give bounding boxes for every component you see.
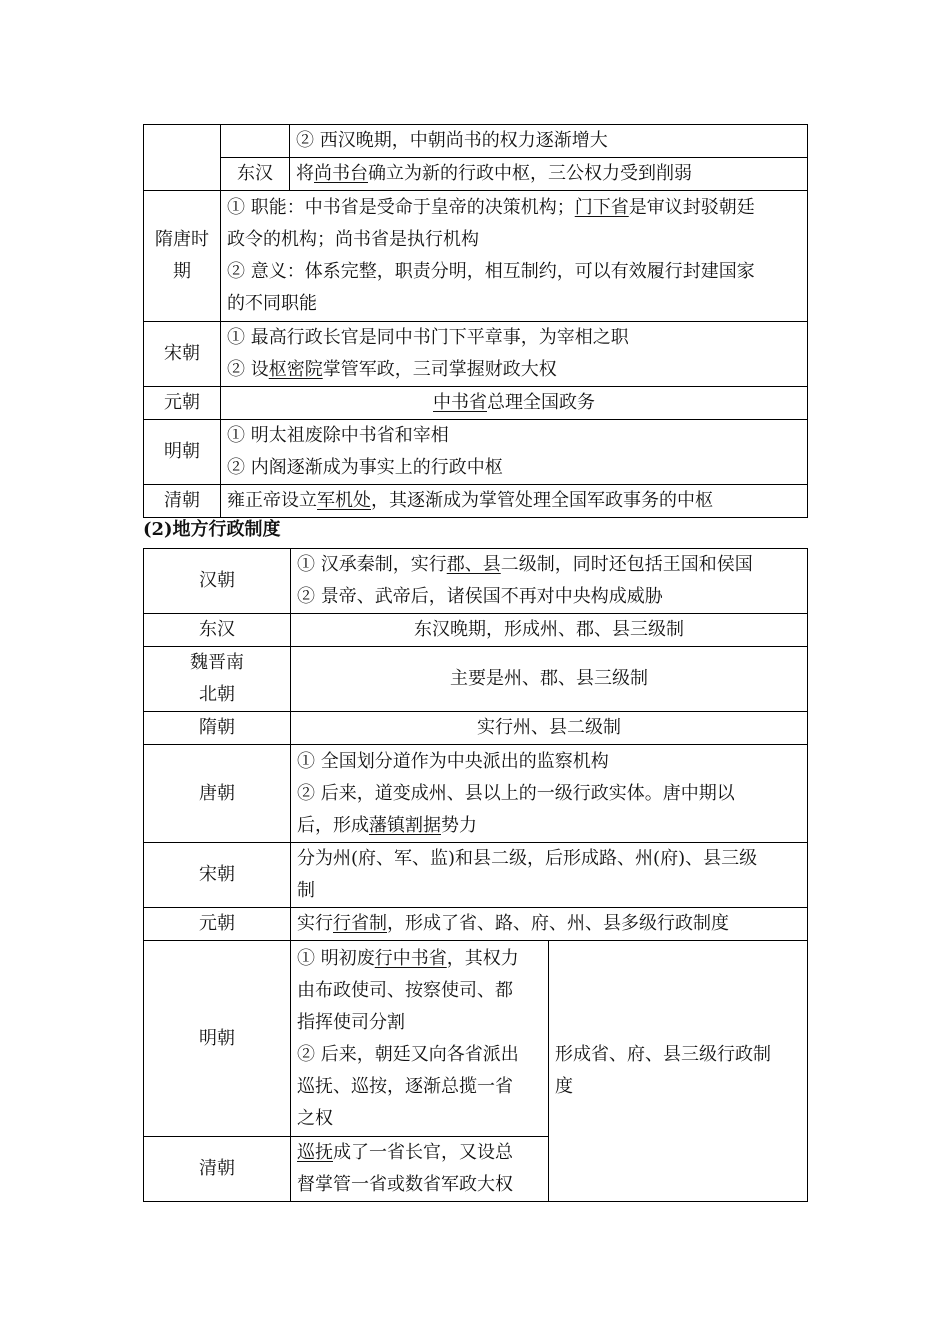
dynasty-label: 宋朝 xyxy=(144,843,291,908)
content-cell: 巡抚成了一省长官，又设总 督掌管一省或数省军政大权 xyxy=(291,1137,549,1202)
content-cell: ① 最高行政长官是同中书门下平章事，为宰相之职 ② 设枢密院掌管军政，三司掌握财政大权 xyxy=(221,322,808,387)
table-row xyxy=(144,712,808,745)
era-cell-han xyxy=(144,125,221,191)
content-cell: 实行行省制，形成了省、路、府、州、县多级行政制度 xyxy=(291,908,808,941)
dynasty-label: 元朝 xyxy=(144,908,291,941)
table-row xyxy=(144,843,808,908)
content-cell: ① 明太祖废除中书省和宰相 ② 内阁逐渐成为事实上的行政中枢 xyxy=(221,420,808,485)
local-system-table xyxy=(143,548,808,1202)
content-cell: ① 职能：中书省是受命于皇帝的决策机构；门下省是审议封驳朝廷 政令的机构；尚书省是执行机构 ② 意义：体系完整，职责分明，相互制约，可以有效履行封建国家 的不同职能 xyxy=(221,191,808,322)
dynasty-label: 清朝 xyxy=(144,485,221,518)
table-row xyxy=(144,125,808,158)
table-row xyxy=(144,191,808,322)
table-row xyxy=(144,745,808,843)
dynasty-label: 明朝 xyxy=(144,941,291,1137)
content-cell: 雍正帝设立军机处，其逐渐成为掌管处理全国军政事务的中枢 xyxy=(221,485,808,518)
dynasty-label: 东汉 xyxy=(144,614,291,647)
table-row xyxy=(144,420,808,485)
dynasty-label: 元朝 xyxy=(144,387,221,420)
dynasty-label: 东汉 xyxy=(221,158,290,191)
content-cell: 中书省总理全国政务 xyxy=(221,387,808,420)
content-cell: ① 明初废行中书省，其权力 由布政使司、按察使司、都 指挥使司分割 ② 后来，朝廷又向各省派出 巡抚、巡按，逐渐总揽一省 之权 xyxy=(291,941,549,1137)
table-row xyxy=(144,941,808,1137)
dynasty-label: 隋唐时期 xyxy=(144,191,221,322)
dynasty-label: 明朝 xyxy=(144,420,221,485)
dynasty-label: 汉朝 xyxy=(144,549,291,614)
content-cell: ② 西汉晚期，中朝尚书的权力逐渐增大 xyxy=(290,125,808,158)
dynasty-label: 魏晋南 北朝 xyxy=(144,647,291,712)
table-row xyxy=(144,387,808,420)
table-row xyxy=(144,158,808,191)
dynasty-label: 隋朝 xyxy=(144,712,291,745)
table-row xyxy=(144,908,808,941)
table-row xyxy=(144,614,808,647)
table-row xyxy=(144,322,808,387)
content-cell: 东汉晚期，形成州、郡、县三级制 xyxy=(291,614,808,647)
table-row xyxy=(144,647,808,712)
table-row xyxy=(144,549,808,614)
content-cell: ① 汉承秦制，实行郡、县二级制，同时还包括王国和侯国 ② 景帝、武帝后，诸侯国不再对中央构成威胁 xyxy=(291,549,808,614)
central-system-table xyxy=(143,124,808,518)
content-cell: 主要是州、郡、县三级制 xyxy=(291,647,808,712)
dynasty-label: 唐朝 xyxy=(144,745,291,843)
table-row xyxy=(144,485,808,518)
content-cell: 实行州、县二级制 xyxy=(291,712,808,745)
content-cell: ① 全国划分道作为中央派出的监察机构 ② 后来，道变成州、县以上的一级行政实体。唐中期以 后，形成藩镇割据势力 xyxy=(291,745,808,843)
blank-cell xyxy=(221,125,290,158)
section-title: (2)地方行政制度 xyxy=(143,519,281,540)
content-cell: 分为州(府、军、监)和县二级，后形成路、州(府)、县三级 制 xyxy=(291,843,808,908)
content-cell: 将尚书台确立为新的行政中枢，三公权力受到削弱 xyxy=(290,158,808,191)
dynasty-label: 宋朝 xyxy=(144,322,221,387)
dynasty-label: 清朝 xyxy=(144,1137,291,1202)
content-cell: 形成省、府、县三级行政制 度 xyxy=(549,941,808,1202)
